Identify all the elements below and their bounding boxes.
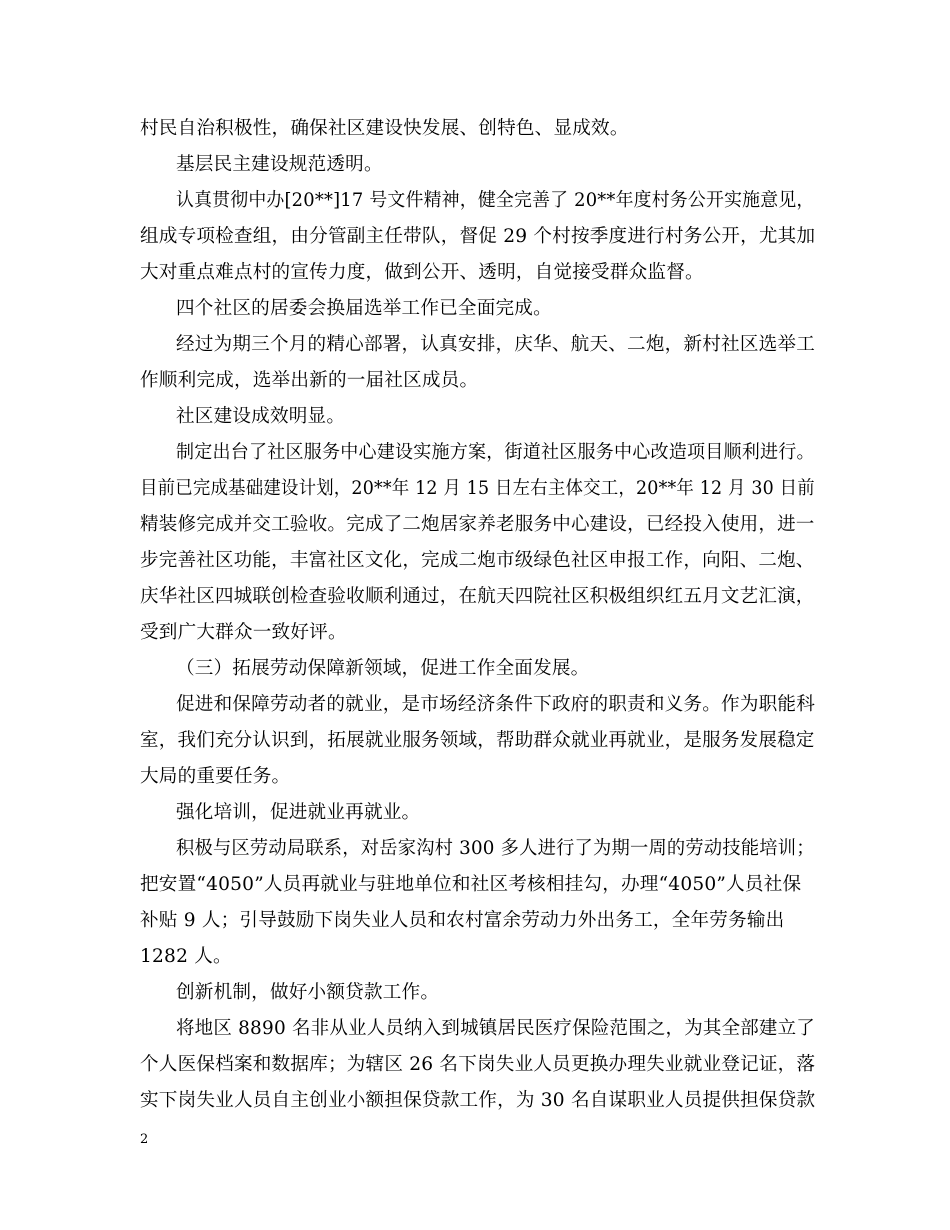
text-line: 受到广大群众一致好评。 — [140, 622, 347, 643]
section-heading: 社区建设成效明显。 — [176, 406, 346, 427]
text-line: 组成专项检查组，由分管副主任带队，督促 29 个村按季度进行村务公开，尤其加 — [140, 226, 816, 247]
text-line: 村民自治积极性，确保社区建设快发展、创特色、显成效。 — [140, 118, 629, 139]
text-line: 把安置“4050”人员再就业与驻地单位和社区考核相挂勾，办理“4050”人员社保 — [140, 874, 802, 895]
section-heading: 基层民主建设规范透明。 — [176, 154, 383, 175]
text-line: 作顺利完成，选举出新的一届社区成员。 — [140, 370, 479, 391]
section-heading: 四个社区的居委会换届选举工作已全面完成。 — [176, 298, 552, 319]
section-heading: 创新机制，做好小额贷款工作。 — [176, 982, 440, 1003]
text-line: 个人医保档案和数据库；为辖区 26 名下岗失业人员更换办理失业就业登记证，落 — [140, 1054, 816, 1075]
text-line: 将地区 8890 名非从业人员纳入到城镇居民医疗保险范围之，为其全部建立了 — [176, 1018, 815, 1039]
page-number: 2 — [140, 1132, 149, 1147]
text-line: 室，我们充分认识到，拓展就业服务领域，帮助群众就业再就业，是服务发展稳定 — [140, 730, 815, 751]
text-line: 经过为期三个月的精心部署，认真安排，庆华、航天、二炮，新村社区选举工 — [176, 334, 815, 355]
text-line: 补贴 9 人；引导鼓励下岗失业人员和农村富余劳动力外出务工，全年劳务输出 — [140, 910, 785, 931]
text-line: 目前已完成基础建设计划，20**年 12 月 15 日左右主体交工，20**年 12 月 30 日前 — [140, 478, 815, 499]
text-line: 积极与区劳动局联系，对岳家沟村 300 多人进行了为期一周的劳动技能培训； — [176, 838, 815, 859]
section-heading: （三）拓展劳动保障新领域，促进工作全面发展。 — [176, 658, 590, 679]
text-line: 认真贯彻中办[20**]17 号文件精神，健全完善了 20**年度村务公开实施意见， — [176, 190, 815, 211]
text-line: 大对重点难点村的宣传力度，做到公开、透明，自觉接受群众监督。 — [140, 262, 704, 283]
text-line: 大局的重要任务。 — [140, 766, 291, 787]
text-line: 庆华社区四城联创检查验收顺利通过，在航天四院社区积极组织红五月文艺汇演， — [140, 586, 815, 607]
text-line: 精装修完成并交工验收。完成了二炮居家养老服务中心建设，已经投入使用，进一 — [140, 514, 815, 535]
section-heading: 强化培训，促进就业再就业。 — [176, 802, 421, 823]
text-line: 制定出台了社区服务中心建设实施方案，街道社区服务中心改造项目顺利进行。 — [176, 442, 815, 463]
text-line: 促进和保障劳动者的就业，是市场经济条件下政府的职责和义务。作为职能科 — [176, 694, 815, 715]
text-line: 实下岗失业人员自主创业小额担保贷款工作，为 30 名自谋职业人员提供担保贷款 — [140, 1090, 816, 1111]
text-line: 步完善社区功能，丰富社区文化，完成二炮市级绿色社区申报工作，向阳、二炮、 — [140, 550, 815, 571]
text-line: 1282 人。 — [140, 946, 232, 967]
